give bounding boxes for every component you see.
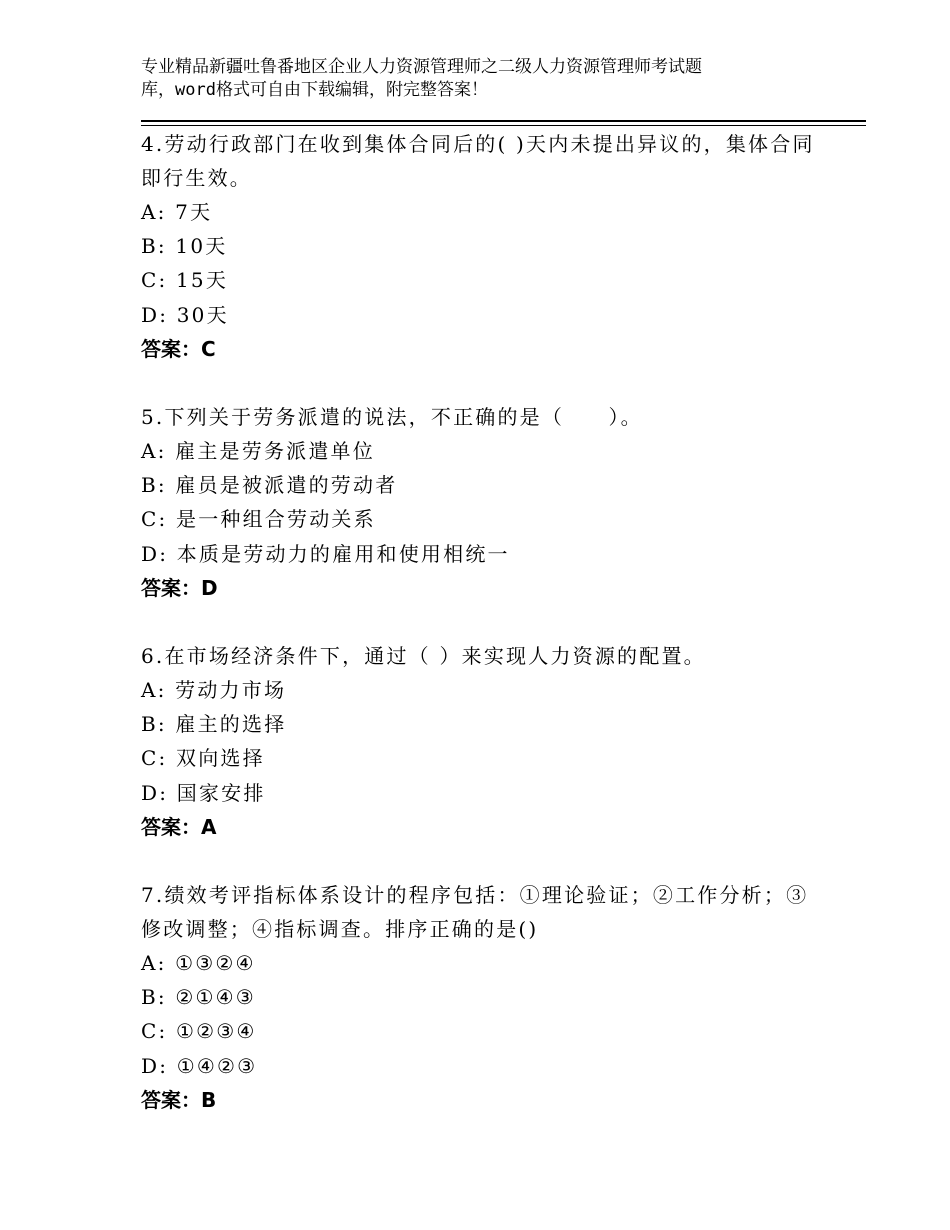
option-c: C: ①②③④ [141,1019,257,1044]
option-c: C: 是一种组合劳动关系 [141,507,376,532]
answer: 答案：C [141,336,216,361]
header-rule-thick [141,120,866,122]
question-text-line: 即行生效。 [141,166,252,190]
question-text-line: 修改调整；④指标调查。排序正确的是() [141,917,539,941]
option-d: D: ①④②③ [141,1053,258,1078]
answer: 答案：D [141,575,218,600]
question-text-line: 7.绩效考评指标体系设计的程序包括：①理论验证；②工作分析；③ [141,883,809,907]
option-b: B: 10天 [141,234,228,259]
answer: 答案：B [141,1087,217,1112]
option-a: A: 7天 [141,200,213,224]
header-rule-thin [141,125,866,126]
option-a: A: 劳动力市场 [141,678,287,702]
option-a: A: 雇主是劳务派遣单位 [141,439,375,463]
question-text-line: 5.下列关于劳务派遣的说法，不正确的是（ ）。 [141,405,643,429]
question-text-line: 4.劳动行政部门在收到集体合同后的( )天内未提出异议的，集体合同 [141,132,815,156]
option-b: B: 雇员是被派遣的劳动者 [141,473,398,498]
question-5 [141,400,821,605]
option-c: C: 双向选择 [141,746,265,771]
question-7 [141,878,821,1117]
option-c: C: 15天 [141,268,229,293]
question-6 [141,639,821,844]
option-b: B: ②①④③ [141,985,256,1010]
question-text-line: 6.在市场经济条件下，通过（ ）来实现人力资源的配置。 [141,644,706,668]
option-d: D: 国家安排 [141,780,266,805]
option-a: A: ①③②④ [141,951,256,975]
option-d: D: 30天 [141,302,229,327]
header-line-1: 专业精品新疆吐鲁番地区企业人力资源管理师之二级人力资源管理师考试题 [141,57,702,77]
document-header [141,56,781,102]
option-b: B: 雇主的选择 [141,712,287,737]
question-4 [141,127,821,366]
answer: 答案：A [141,814,217,839]
option-d: D: 本质是劳动力的雇用和使用相统一 [141,541,510,566]
header-line-2: 库，word格式可自由下载编辑，附完整答案！ [141,80,488,100]
